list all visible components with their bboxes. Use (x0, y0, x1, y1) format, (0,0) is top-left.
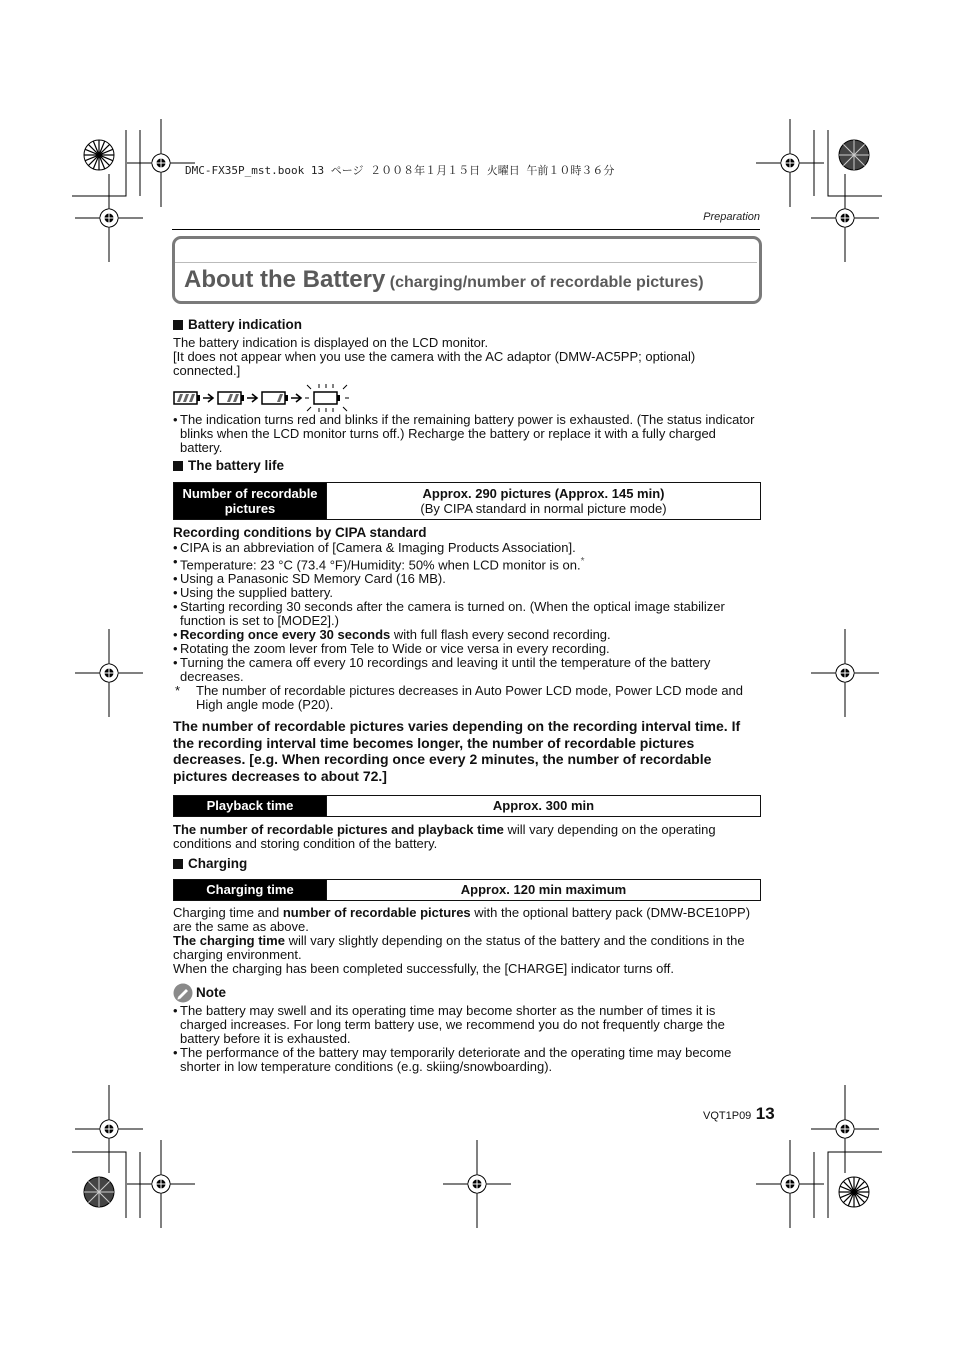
interval-note: The number of recordable pictures varies depending on the recording interval time. If the recording interval time becomes longer, the number of recordable pictures decreases. [e.g. When recording once every 2 minutes, the number of recordable pictures decreases to about 72.] (173, 718, 741, 784)
table-header-cell: Number of recordable pictures (174, 483, 327, 520)
recordable-pictures-note: (By CIPA standard in normal picture mode) (420, 501, 667, 516)
charging-time-table (173, 879, 761, 901)
section-label: Preparation (703, 211, 760, 223)
battery-empty-blinking-icon (305, 384, 349, 412)
footnote-marker: * (580, 556, 585, 567)
recordable-pictures-table (173, 482, 761, 520)
page-number: 13 (755, 1104, 775, 1123)
list-item: • Using the supplied battery. (173, 586, 761, 600)
battery-indicator-row (173, 384, 761, 412)
arrow-right-icon (203, 390, 215, 406)
battery-life-heading: The battery life (173, 459, 761, 473)
list-item: • Rotating the zoom lever from Tele to Wide or vice versa in every recording. (173, 642, 761, 656)
footnote: * The number of recordable pictures decreases in Auto Power LCD mode, Power LCD mode and High angle mode (P20). (175, 683, 744, 713)
charging-heading: Charging (173, 857, 761, 871)
footnote-star: * (175, 683, 181, 699)
square-bullet-icon (173, 859, 183, 869)
charging-para-1: Charging time and number of recordable pictures with the optional battery pack (DMW-BCE10PP) are the same as above. (173, 905, 751, 935)
battery-one-third-icon (261, 390, 289, 406)
battery-two-thirds-icon (217, 390, 245, 406)
list-item: • Starting recording 30 seconds after the camera is turned on. (When the optical image stabilizer function is set to [MODE2].) (173, 600, 761, 628)
list-item: • Temperature: 23 °C (73.4 °F)/Humidity: 50% when LCD monitor is on.* (173, 555, 761, 572)
battery-indication-line1: The battery indication is displayed on the LCD monitor. (173, 335, 489, 350)
main-content (173, 318, 761, 1074)
table-header-cell: Playback time (174, 796, 327, 817)
playback-time-table (173, 795, 761, 817)
cipa-conditions-list (173, 541, 761, 684)
print-header: DMC-FX35P_mst.book 13 ページ ２００８年１月１５日 火曜日 午前１０時３６分 (185, 164, 615, 177)
table-row (174, 880, 761, 901)
battery-indication-bullets (173, 413, 761, 455)
list-item: • Recording once every 30 seconds with full flash every second recording. (173, 628, 761, 642)
table-row (174, 796, 761, 817)
charging-para-3: When the charging has been completed successfully, the [CHARGE] indicator turns off. (173, 961, 674, 977)
title-main: About the Battery (184, 266, 386, 293)
battery-indication-heading: Battery indication (173, 318, 761, 332)
table-value-cell (327, 483, 761, 520)
table-header-cell: Charging time (174, 880, 327, 901)
page-footer (703, 1104, 775, 1124)
list-item: • Turning the camera off every 10 recordings and leaving it until the temperature of the battery decreases. (173, 656, 761, 684)
table-value-cell: Approx. 300 min (327, 796, 761, 817)
square-bullet-icon (173, 320, 183, 330)
model-code: VQT1P09 (703, 1110, 752, 1122)
list-item: • The battery may swell and its operating time may become shorter as the number of times it is charged increases. For long term battery use, we recommend you do not frequently charge the battery before it is exhausted. (173, 1004, 761, 1046)
battery-indication-line2: [It does not appear when you use the camera with the AC adaptor (DMW-AC5PP; optional) connected.] (173, 349, 696, 378)
arrow-right-icon (247, 390, 259, 406)
square-bullet-icon (173, 461, 183, 471)
table-value-cell: Approx. 120 min maximum (327, 880, 761, 901)
title-divider (175, 262, 757, 263)
page-title (184, 266, 704, 294)
title-sub: (charging/number of recordable pictures) (389, 274, 704, 291)
table-row (174, 483, 761, 520)
list-item: • The performance of the battery may temporarily deteriorate and the operating time may become shorter in low temperature conditions (e.g. skiing/snowboarding). (173, 1046, 761, 1074)
header-rule (172, 229, 760, 230)
note-list (173, 1004, 761, 1074)
battery-full-icon (173, 390, 201, 406)
cipa-conditions-heading: Recording conditions by CIPA standard (173, 525, 427, 540)
note-heading: Note (173, 983, 761, 1003)
list-item: • Using a Panasonic SD Memory Card (16 MB). (173, 572, 761, 586)
vary-note: The number of recordable pictures and playback time will vary depending on the operating conditions and storing condition of the battery. (173, 822, 716, 852)
charging-para-2: The charging time will vary slightly depending on the status of the battery and the conditions in the charging environment. (173, 933, 745, 963)
note-icon (173, 983, 193, 1003)
recordable-pictures-value: Approx. 290 pictures (Approx. 145 min) (422, 486, 665, 501)
list-item: • The indication turns red and blinks if the remaining battery power is exhausted. (The status indicator blinks when the LCD monitor turns off.) Recharge the battery or replace it with a fully charged battery. (173, 413, 761, 455)
arrow-right-icon (291, 390, 303, 406)
list-item: • CIPA is an abbreviation of [Camera & Imaging Products Association]. (173, 541, 761, 555)
